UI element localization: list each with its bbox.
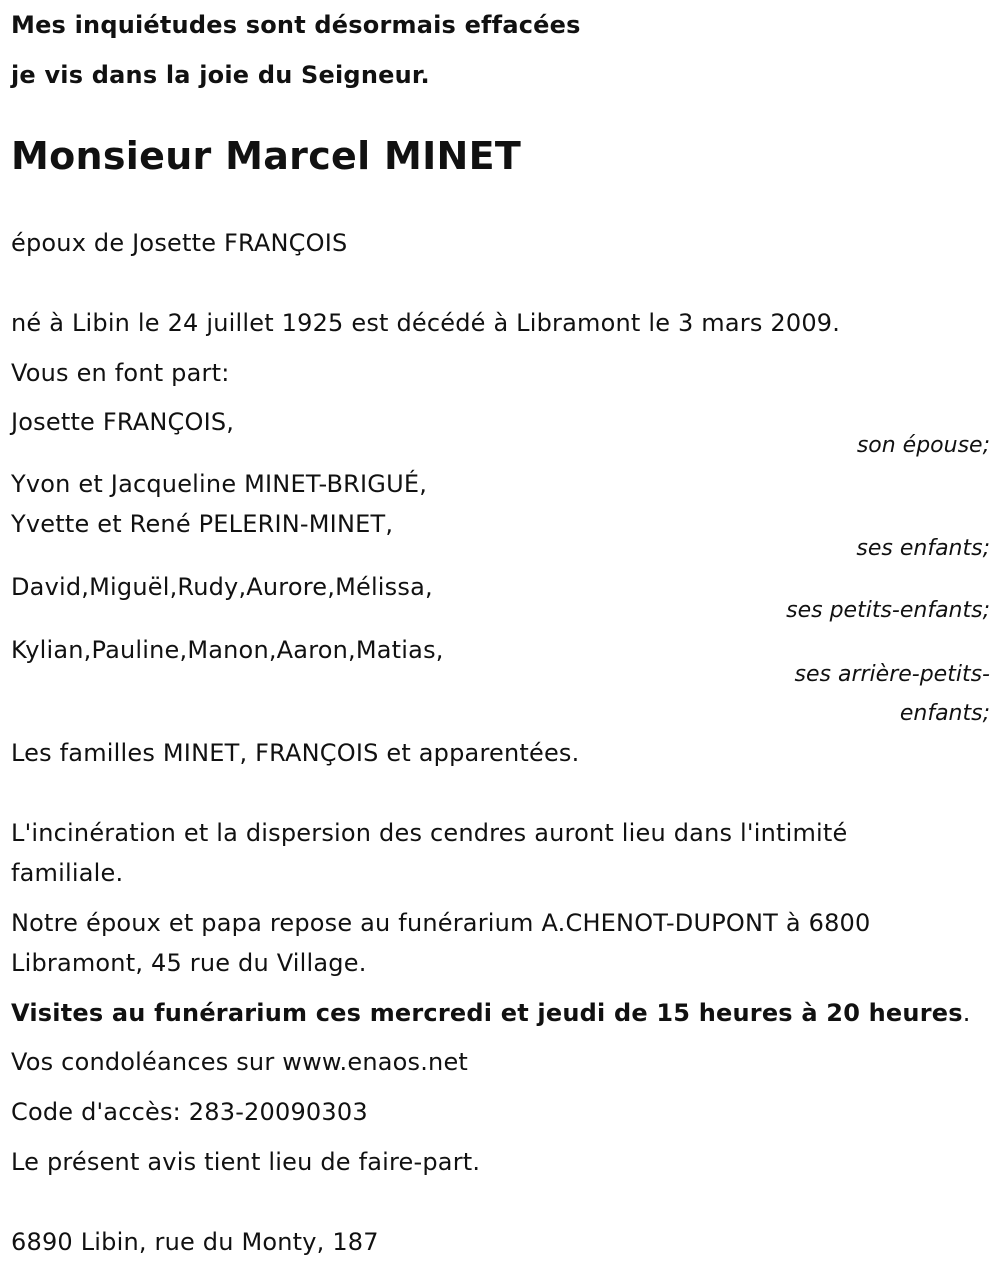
cremation-line-2: familiale. [11, 859, 124, 887]
access-code-line: Code d'accès: 283-20090303 [11, 1098, 368, 1126]
spouse-name: Josette FRANÇOIS, [11, 408, 235, 436]
child-couple-2: Yvette et René PELERIN-MINET, [11, 510, 394, 538]
visits-line [11, 998, 971, 1028]
families-line: Les familles MINET, FRANÇOIS et apparentées. [11, 739, 580, 767]
announcers-intro: Vous en font part: [11, 359, 230, 387]
funeral-home-line-2: Libramont, 45 rue du Village. [11, 949, 367, 977]
address-line: 6890 Libin, rue du Monty, 187 [11, 1228, 379, 1256]
verse-line-1: Mes inquiétudes sont désormais effacées [11, 11, 581, 39]
birth-death-line: né à Libin le 24 juillet 1925 est décédé à Libramont le 3 mars 2009. [11, 309, 841, 337]
condolences-line: Vos condoléances sur www.enaos.net [11, 1048, 469, 1076]
spouse-line: époux de Josette FRANÇOIS [11, 229, 348, 257]
children-role: ses enfants; [856, 536, 990, 561]
child-couple-1: Yvon et Jacqueline MINET-BRIGUÉ, [11, 470, 428, 498]
deceased-name: Monsieur Marcel MINET [11, 134, 522, 178]
verse-line-2: je vis dans la joie du Seigneur. [11, 61, 430, 89]
funeral-home-line-1: Notre époux et papa repose au funérarium A.CHENOT-DUPONT à 6800 [11, 909, 871, 937]
grandchildren-role: ses petits-enfants; [786, 598, 990, 623]
notice-line: Le présent avis tient lieu de faire-part. [11, 1148, 481, 1176]
visits-text: Visites au funérarium ces mercredi et jeudi de 15 heures à 20 heures [11, 999, 963, 1027]
great-grandchildren-role-line-2: enfants; [899, 701, 990, 726]
grandchildren-names: David,Miguël,Rudy,Aurore,Mélissa, [11, 573, 433, 601]
great-grandchildren-names: Kylian,Pauline,Manon,Aaron,Matias, [11, 636, 444, 664]
visits-period: . [962, 999, 971, 1027]
cremation-line-1: L'incinération et la dispersion des cendres auront lieu dans l'intimité [11, 819, 848, 847]
great-grandchildren-role-line-1: ses arrière-petits- [794, 662, 990, 687]
spouse-role: son épouse; [856, 433, 990, 458]
